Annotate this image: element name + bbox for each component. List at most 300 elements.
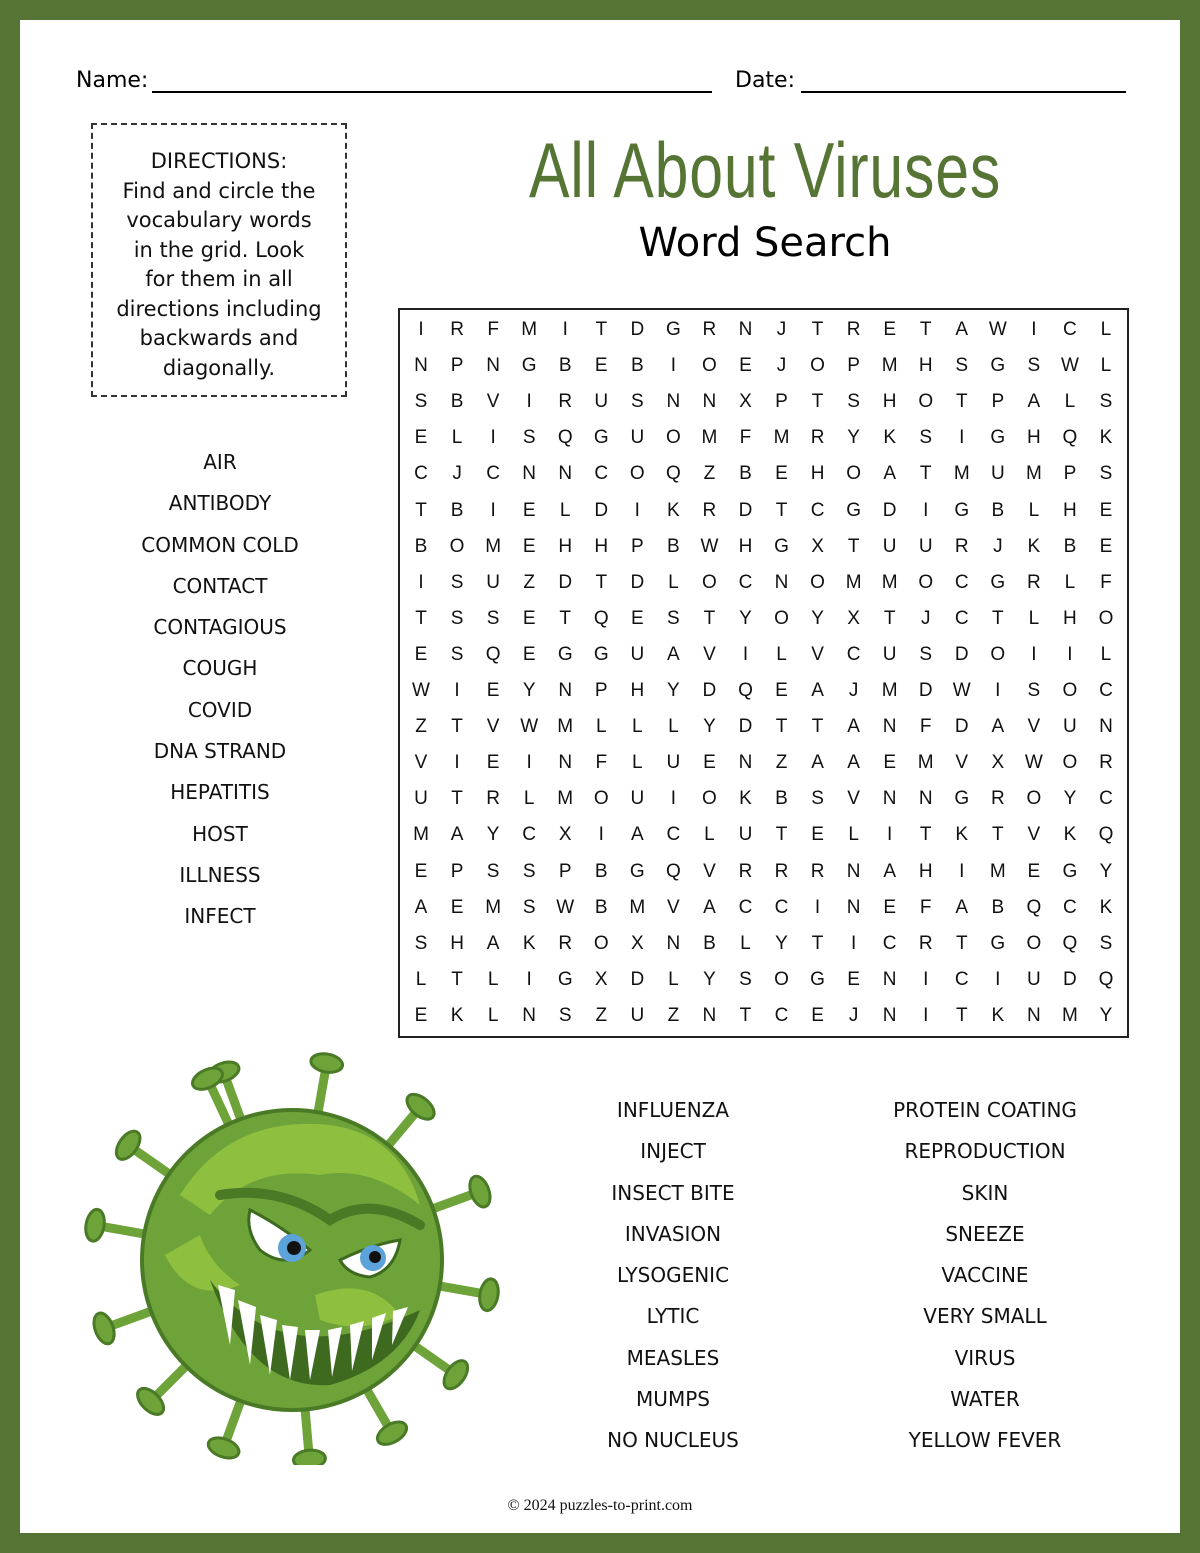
- grid-cell[interactable]: R: [738, 860, 753, 882]
- grid-cell[interactable]: Y: [775, 932, 788, 954]
- grid-cell[interactable]: N: [882, 716, 897, 738]
- grid-cell[interactable]: T: [451, 788, 463, 810]
- grid-cell[interactable]: I: [670, 788, 676, 810]
- grid-cell[interactable]: E: [522, 643, 536, 665]
- grid-cell[interactable]: B: [991, 896, 1005, 918]
- grid-cell[interactable]: C: [954, 607, 969, 629]
- grid-cell[interactable]: I: [1031, 643, 1037, 665]
- grid-cell[interactable]: E: [630, 607, 644, 629]
- grid-cell[interactable]: D: [1063, 968, 1077, 990]
- grid-cell[interactable]: R: [1027, 571, 1041, 593]
- grid-cell[interactable]: H: [450, 932, 464, 954]
- grid-cell[interactable]: C: [414, 463, 428, 485]
- grid-cell[interactable]: M: [485, 896, 502, 918]
- grid-cell[interactable]: E: [1099, 535, 1113, 557]
- grid-cell[interactable]: C: [1063, 896, 1077, 918]
- grid-cell[interactable]: C: [738, 896, 753, 918]
- grid-cell[interactable]: I: [526, 752, 532, 774]
- grid-cell[interactable]: U: [882, 643, 897, 665]
- grid-cell[interactable]: R: [774, 860, 789, 882]
- grid-cell[interactable]: I: [923, 499, 929, 521]
- grid-cell[interactable]: G: [557, 643, 573, 665]
- grid-cell[interactable]: H: [630, 680, 645, 702]
- grid-cell[interactable]: A: [955, 896, 969, 918]
- grid-cell[interactable]: N: [558, 680, 573, 702]
- grid-cell[interactable]: N: [882, 788, 897, 810]
- grid-cell[interactable]: X: [991, 752, 1005, 774]
- grid-cell[interactable]: S: [919, 427, 933, 449]
- grid-cell[interactable]: Y: [811, 607, 824, 629]
- grid-cell[interactable]: I: [418, 571, 424, 593]
- grid-cell[interactable]: S: [522, 896, 536, 918]
- grid-cell[interactable]: L: [487, 1004, 499, 1026]
- grid-cell[interactable]: J: [993, 535, 1003, 557]
- grid-cell[interactable]: V: [811, 643, 824, 665]
- grid-cell[interactable]: S: [486, 860, 500, 882]
- grid-cell[interactable]: G: [557, 968, 573, 990]
- grid-cell[interactable]: E: [486, 752, 500, 774]
- grid-cell[interactable]: S: [919, 643, 933, 665]
- grid-cell[interactable]: S: [630, 391, 644, 413]
- grid-cell[interactable]: S: [414, 932, 428, 954]
- grid-cell[interactable]: U: [414, 788, 428, 810]
- grid-cell[interactable]: E: [811, 824, 824, 846]
- grid-cell[interactable]: S: [522, 860, 536, 882]
- grid-cell[interactable]: N: [774, 571, 789, 593]
- grid-cell[interactable]: M: [881, 355, 898, 377]
- grid-cell[interactable]: R: [810, 860, 825, 882]
- grid-cell[interactable]: L: [1100, 319, 1112, 341]
- grid-cell[interactable]: I: [1031, 319, 1037, 341]
- grid-cell[interactable]: S: [450, 643, 464, 665]
- grid-cell[interactable]: B: [1063, 535, 1077, 557]
- grid-cell[interactable]: T: [919, 319, 932, 341]
- grid-cell[interactable]: M: [485, 535, 502, 557]
- grid-cell[interactable]: Y: [847, 427, 860, 449]
- grid-cell[interactable]: L: [1100, 355, 1112, 377]
- grid-cell[interactable]: K: [1099, 427, 1113, 449]
- grid-cell[interactable]: L: [1028, 607, 1040, 629]
- grid-cell[interactable]: N: [558, 463, 573, 485]
- grid-cell[interactable]: T: [739, 1004, 752, 1026]
- grid-cell[interactable]: R: [1099, 752, 1113, 774]
- grid-cell[interactable]: S: [522, 427, 536, 449]
- grid-cell[interactable]: S: [1099, 932, 1113, 954]
- grid-cell[interactable]: C: [954, 968, 969, 990]
- grid-cell[interactable]: N: [522, 463, 537, 485]
- grid-cell[interactable]: I: [959, 860, 965, 882]
- date-field[interactable]: [801, 91, 1126, 93]
- grid-cell[interactable]: I: [526, 391, 532, 413]
- grid-cell[interactable]: B: [630, 355, 644, 377]
- grid-cell[interactable]: K: [450, 1004, 464, 1026]
- grid-cell[interactable]: G: [846, 499, 861, 521]
- grid-cell[interactable]: W: [1024, 752, 1043, 774]
- grid-cell[interactable]: J: [848, 1004, 859, 1026]
- grid-cell[interactable]: U: [738, 824, 753, 846]
- grid-cell[interactable]: O: [918, 391, 934, 413]
- grid-cell[interactable]: D: [738, 716, 753, 738]
- grid-cell[interactable]: T: [415, 499, 427, 521]
- grid-cell[interactable]: O: [1098, 607, 1114, 629]
- grid-cell[interactable]: M: [557, 716, 574, 738]
- grid-cell[interactable]: I: [526, 968, 532, 990]
- grid-cell[interactable]: R: [702, 499, 717, 521]
- grid-cell[interactable]: S: [450, 607, 464, 629]
- grid-cell[interactable]: J: [848, 680, 859, 702]
- grid-cell[interactable]: F: [739, 427, 752, 449]
- grid-cell[interactable]: R: [954, 535, 969, 557]
- grid-cell[interactable]: H: [1027, 427, 1041, 449]
- grid-cell[interactable]: M: [1025, 463, 1042, 485]
- grid-cell[interactable]: T: [703, 607, 716, 629]
- grid-cell[interactable]: B: [558, 355, 572, 377]
- grid-cell[interactable]: Y: [1063, 788, 1077, 810]
- grid-cell[interactable]: L: [487, 968, 499, 990]
- grid-cell[interactable]: B: [775, 788, 788, 810]
- grid-cell[interactable]: B: [667, 535, 680, 557]
- grid-cell[interactable]: K: [955, 824, 969, 846]
- grid-cell[interactable]: T: [883, 607, 896, 629]
- grid-cell[interactable]: N: [558, 752, 573, 774]
- grid-cell[interactable]: A: [847, 752, 860, 774]
- grid-cell[interactable]: E: [522, 499, 536, 521]
- grid-cell[interactable]: Y: [1099, 860, 1113, 882]
- grid-cell[interactable]: D: [630, 319, 645, 341]
- grid-cell[interactable]: T: [847, 535, 860, 557]
- grid-cell[interactable]: S: [1099, 463, 1113, 485]
- grid-cell[interactable]: F: [595, 752, 608, 774]
- grid-cell[interactable]: D: [594, 499, 609, 521]
- grid-cell[interactable]: T: [992, 824, 1004, 846]
- grid-cell[interactable]: X: [558, 824, 572, 846]
- grid-cell[interactable]: C: [1063, 319, 1077, 341]
- grid-cell[interactable]: Z: [667, 1004, 680, 1026]
- grid-cell[interactable]: C: [666, 824, 681, 846]
- grid-cell[interactable]: S: [847, 391, 860, 413]
- grid-cell[interactable]: M: [845, 571, 862, 593]
- grid-cell[interactable]: K: [739, 788, 752, 810]
- grid-cell[interactable]: D: [918, 680, 933, 702]
- grid-cell[interactable]: P: [558, 860, 572, 882]
- grid-cell[interactable]: R: [990, 788, 1005, 810]
- grid-cell[interactable]: M: [881, 680, 898, 702]
- grid-cell[interactable]: A: [1027, 391, 1041, 413]
- grid-cell[interactable]: T: [559, 607, 572, 629]
- grid-cell[interactable]: E: [883, 752, 896, 774]
- grid-cell[interactable]: O: [702, 571, 717, 593]
- grid-cell[interactable]: V: [703, 860, 716, 882]
- grid-cell[interactable]: P: [450, 355, 464, 377]
- grid-cell[interactable]: N: [882, 1004, 897, 1026]
- grid-cell[interactable]: W: [952, 680, 971, 702]
- grid-cell[interactable]: S: [1099, 391, 1113, 413]
- grid-cell[interactable]: M: [773, 427, 790, 449]
- grid-cell[interactable]: N: [738, 752, 753, 774]
- grid-cell[interactable]: I: [995, 968, 1001, 990]
- grid-cell[interactable]: J: [776, 319, 787, 341]
- grid-cell[interactable]: P: [1063, 463, 1077, 485]
- grid-cell[interactable]: S: [414, 391, 428, 413]
- grid-cell[interactable]: E: [811, 1004, 824, 1026]
- grid-cell[interactable]: K: [1099, 896, 1113, 918]
- grid-cell[interactable]: D: [882, 499, 897, 521]
- grid-cell[interactable]: T: [595, 319, 608, 341]
- grid-cell[interactable]: A: [630, 824, 644, 846]
- grid-cell[interactable]: G: [665, 319, 681, 341]
- grid-cell[interactable]: K: [667, 499, 680, 521]
- grid-cell[interactable]: U: [882, 535, 897, 557]
- grid-cell[interactable]: E: [594, 355, 608, 377]
- grid-cell[interactable]: J: [452, 463, 462, 485]
- grid-cell[interactable]: X: [811, 535, 824, 557]
- grid-cell[interactable]: D: [954, 716, 969, 738]
- grid-cell[interactable]: N: [414, 355, 428, 377]
- grid-cell[interactable]: D: [954, 643, 969, 665]
- grid-cell[interactable]: Q: [738, 680, 753, 702]
- grid-cell[interactable]: L: [848, 824, 859, 846]
- grid-cell[interactable]: L: [668, 571, 679, 593]
- grid-cell[interactable]: B: [594, 860, 608, 882]
- grid-cell[interactable]: Q: [1062, 427, 1078, 449]
- grid-cell[interactable]: M: [413, 824, 429, 846]
- grid-cell[interactable]: G: [990, 932, 1006, 954]
- grid-cell[interactable]: D: [702, 680, 717, 702]
- grid-cell[interactable]: S: [558, 1004, 572, 1026]
- grid-cell[interactable]: E: [414, 1004, 428, 1026]
- grid-cell[interactable]: A: [811, 752, 824, 774]
- grid-cell[interactable]: S: [811, 788, 824, 810]
- grid-cell[interactable]: Y: [703, 968, 716, 990]
- grid-cell[interactable]: A: [486, 932, 500, 954]
- grid-cell[interactable]: L: [595, 716, 607, 738]
- grid-cell[interactable]: M: [557, 788, 574, 810]
- grid-cell[interactable]: T: [775, 824, 788, 846]
- grid-cell[interactable]: G: [521, 355, 537, 377]
- grid-cell[interactable]: G: [954, 788, 970, 810]
- grid-cell[interactable]: P: [775, 391, 788, 413]
- grid-cell[interactable]: G: [593, 427, 609, 449]
- grid-cell[interactable]: A: [811, 680, 824, 702]
- grid-cell[interactable]: Y: [739, 607, 752, 629]
- grid-cell[interactable]: O: [702, 788, 717, 810]
- grid-cell[interactable]: M: [701, 427, 718, 449]
- grid-cell[interactable]: B: [594, 896, 608, 918]
- grid-cell[interactable]: R: [702, 319, 717, 341]
- grid-cell[interactable]: I: [959, 427, 965, 449]
- grid-cell[interactable]: R: [450, 319, 464, 341]
- grid-cell[interactable]: N: [486, 355, 500, 377]
- grid-cell[interactable]: O: [665, 427, 681, 449]
- grid-cell[interactable]: L: [523, 788, 535, 810]
- grid-cell[interactable]: Q: [485, 643, 501, 665]
- grid-cell[interactable]: W: [988, 319, 1007, 341]
- grid-cell[interactable]: Q: [593, 607, 609, 629]
- grid-cell[interactable]: B: [450, 391, 464, 413]
- grid-cell[interactable]: V: [667, 896, 680, 918]
- grid-cell[interactable]: S: [739, 968, 752, 990]
- grid-cell[interactable]: U: [630, 643, 645, 665]
- grid-cell[interactable]: I: [634, 499, 640, 521]
- grid-cell[interactable]: I: [814, 896, 821, 918]
- grid-cell[interactable]: L: [1028, 499, 1040, 521]
- word-search-grid[interactable]: [398, 308, 1129, 1038]
- grid-cell[interactable]: V: [1027, 716, 1041, 738]
- grid-cell[interactable]: G: [810, 968, 825, 990]
- grid-cell[interactable]: F: [487, 319, 499, 341]
- grid-cell[interactable]: C: [522, 824, 537, 846]
- grid-cell[interactable]: N: [702, 391, 717, 413]
- grid-cell[interactable]: K: [522, 932, 536, 954]
- grid-cell[interactable]: T: [775, 716, 788, 738]
- grid-cell[interactable]: U: [630, 788, 645, 810]
- grid-cell[interactable]: H: [918, 355, 933, 377]
- grid-cell[interactable]: C: [594, 463, 609, 485]
- grid-cell[interactable]: N: [918, 788, 933, 810]
- grid-cell[interactable]: A: [450, 824, 464, 846]
- grid-cell[interactable]: I: [887, 824, 893, 846]
- grid-cell[interactable]: L: [415, 968, 427, 990]
- grid-cell[interactable]: P: [630, 535, 644, 557]
- grid-cell[interactable]: T: [451, 968, 463, 990]
- grid-cell[interactable]: Y: [703, 716, 716, 738]
- grid-cell[interactable]: Q: [665, 860, 681, 882]
- grid-cell[interactable]: F: [919, 716, 932, 738]
- grid-cell[interactable]: L: [1100, 643, 1112, 665]
- grid-cell[interactable]: I: [418, 319, 424, 341]
- grid-cell[interactable]: H: [1063, 607, 1077, 629]
- grid-cell[interactable]: U: [630, 1004, 645, 1026]
- grid-cell[interactable]: H: [918, 860, 933, 882]
- grid-cell[interactable]: U: [990, 463, 1005, 485]
- grid-cell[interactable]: K: [883, 427, 896, 449]
- grid-cell[interactable]: S: [1027, 355, 1041, 377]
- grid-cell[interactable]: L: [668, 968, 679, 990]
- grid-cell[interactable]: C: [810, 499, 825, 521]
- grid-cell[interactable]: V: [486, 391, 500, 413]
- grid-cell[interactable]: X: [847, 607, 860, 629]
- grid-cell[interactable]: L: [704, 824, 715, 846]
- grid-cell[interactable]: I: [454, 752, 460, 774]
- grid-cell[interactable]: M: [881, 571, 898, 593]
- grid-cell[interactable]: A: [991, 716, 1005, 738]
- grid-cell[interactable]: E: [522, 535, 536, 557]
- grid-cell[interactable]: E: [414, 427, 428, 449]
- grid-cell[interactable]: L: [668, 716, 679, 738]
- grid-cell[interactable]: T: [919, 824, 932, 846]
- grid-cell[interactable]: Z: [523, 571, 535, 593]
- grid-cell[interactable]: Q: [1098, 824, 1114, 846]
- grid-cell[interactable]: G: [774, 535, 789, 557]
- grid-cell[interactable]: V: [486, 716, 500, 738]
- grid-cell[interactable]: L: [632, 716, 643, 738]
- grid-cell[interactable]: E: [703, 752, 716, 774]
- grid-cell[interactable]: N: [522, 1004, 537, 1026]
- name-field[interactable]: [152, 91, 712, 93]
- grid-cell[interactable]: B: [414, 535, 428, 557]
- grid-cell[interactable]: L: [740, 932, 751, 954]
- grid-cell[interactable]: T: [955, 932, 968, 954]
- grid-cell[interactable]: W: [412, 680, 430, 702]
- grid-cell[interactable]: Y: [486, 824, 500, 846]
- grid-cell[interactable]: T: [811, 716, 824, 738]
- grid-cell[interactable]: H: [738, 535, 753, 557]
- grid-cell[interactable]: D: [738, 499, 753, 521]
- grid-cell[interactable]: I: [923, 968, 929, 990]
- grid-cell[interactable]: H: [882, 391, 897, 413]
- grid-cell[interactable]: O: [1062, 680, 1078, 702]
- grid-cell[interactable]: D: [630, 968, 645, 990]
- grid-cell[interactable]: F: [1100, 571, 1112, 593]
- grid-cell[interactable]: L: [632, 752, 643, 774]
- grid-cell[interactable]: A: [883, 463, 896, 485]
- grid-cell[interactable]: B: [450, 499, 464, 521]
- grid-cell[interactable]: N: [846, 896, 861, 918]
- grid-cell[interactable]: E: [522, 607, 536, 629]
- grid-cell[interactable]: E: [414, 860, 428, 882]
- grid-cell[interactable]: E: [847, 968, 860, 990]
- grid-cell[interactable]: N: [738, 319, 753, 341]
- grid-cell[interactable]: P: [991, 391, 1005, 413]
- grid-cell[interactable]: C: [1099, 680, 1113, 702]
- grid-cell[interactable]: R: [918, 932, 933, 954]
- grid-cell[interactable]: I: [490, 499, 496, 521]
- grid-cell[interactable]: V: [414, 752, 428, 774]
- grid-cell[interactable]: O: [1026, 932, 1042, 954]
- grid-cell[interactable]: U: [486, 571, 500, 593]
- grid-cell[interactable]: N: [1027, 1004, 1041, 1026]
- grid-cell[interactable]: I: [995, 680, 1001, 702]
- grid-cell[interactable]: T: [811, 391, 824, 413]
- grid-cell[interactable]: T: [919, 463, 932, 485]
- grid-cell[interactable]: H: [594, 535, 609, 557]
- grid-cell[interactable]: O: [810, 355, 825, 377]
- grid-cell[interactable]: V: [703, 643, 716, 665]
- grid-cell[interactable]: O: [774, 968, 789, 990]
- grid-cell[interactable]: N: [846, 860, 861, 882]
- grid-cell[interactable]: L: [1064, 571, 1076, 593]
- grid-cell[interactable]: R: [810, 427, 825, 449]
- grid-cell[interactable]: X: [739, 391, 752, 413]
- grid-cell[interactable]: T: [595, 571, 608, 593]
- grid-cell[interactable]: P: [450, 860, 464, 882]
- grid-cell[interactable]: N: [882, 968, 897, 990]
- grid-cell[interactable]: T: [811, 932, 824, 954]
- grid-cell[interactable]: D: [630, 571, 645, 593]
- grid-cell[interactable]: O: [593, 932, 609, 954]
- grid-cell[interactable]: Q: [1062, 932, 1078, 954]
- grid-cell[interactable]: E: [775, 463, 788, 485]
- grid-cell[interactable]: O: [449, 535, 465, 557]
- grid-cell[interactable]: C: [882, 932, 897, 954]
- grid-cell[interactable]: G: [990, 355, 1006, 377]
- grid-cell[interactable]: S: [667, 607, 680, 629]
- grid-cell[interactable]: V: [1027, 824, 1041, 846]
- grid-cell[interactable]: L: [559, 499, 571, 521]
- grid-cell[interactable]: N: [702, 1004, 717, 1026]
- grid-cell[interactable]: T: [955, 391, 968, 413]
- grid-cell[interactable]: X: [594, 968, 608, 990]
- grid-cell[interactable]: T: [811, 319, 824, 341]
- grid-cell[interactable]: H: [558, 535, 573, 557]
- grid-cell[interactable]: O: [629, 463, 645, 485]
- grid-cell[interactable]: T: [992, 607, 1004, 629]
- grid-cell[interactable]: K: [1027, 535, 1041, 557]
- grid-cell[interactable]: V: [847, 788, 860, 810]
- grid-cell[interactable]: M: [989, 860, 1006, 882]
- grid-cell[interactable]: J: [776, 355, 787, 377]
- grid-cell[interactable]: E: [775, 680, 788, 702]
